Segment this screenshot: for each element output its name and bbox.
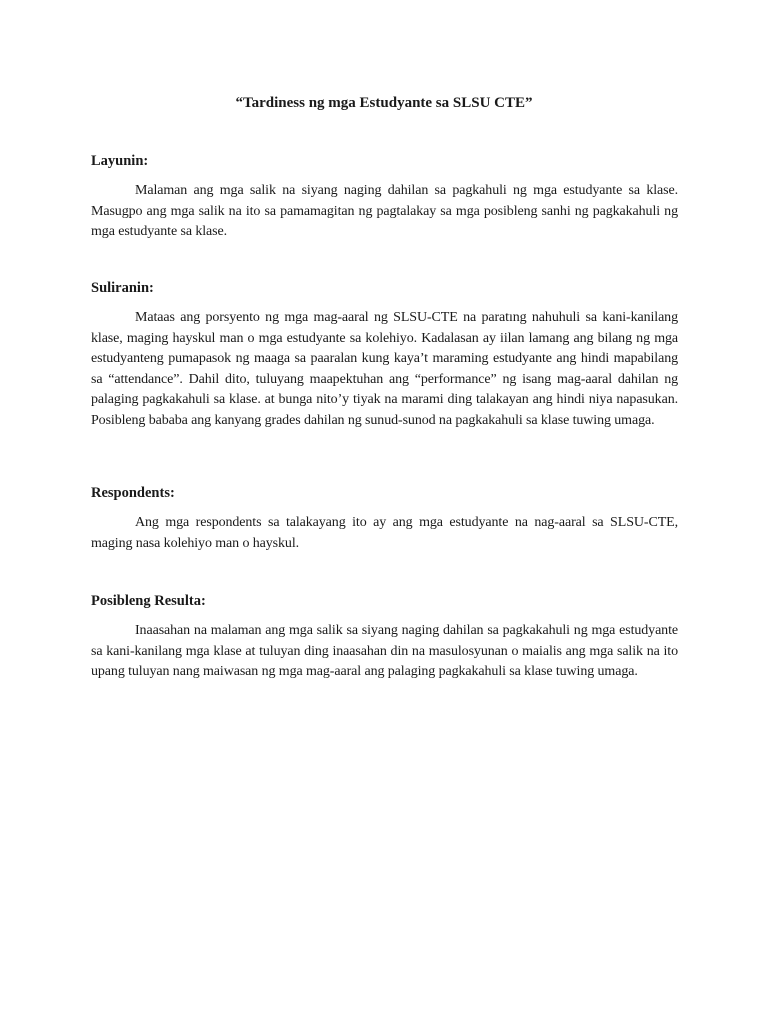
document-title: “Tardiness ng mga Estudyante sa SLSU CTE” bbox=[235, 95, 533, 111]
section-layunin bbox=[91, 151, 678, 243]
section-respondents bbox=[91, 483, 678, 554]
section-body: Mataas ang porsyento ng mga mag-aaral ng SLSU-CTE na paratıng nahuhuli sa kani-kanilang klase, maging hayskul man o mga estudyante sa kolehiyo. Kadalasan ay iilan lamang ang bilang ng mga estudyanteng pumapasok ng maaga sa paaralan kung kaya’t maraming estudyante ang hindi mapabilang sa “attendance”. Dahil dito, tuluyang maapektuhan ang “performance” ng isang mag-aaral dahilan ng palaging pagkakahuli sa klase. at bunga nito’y tiyak na marami ding talakayan ang hindi niya napasukan. Posibleng bababa ang kanyang grades dahilan ng sunud-sunod na pagkakahuli sa klase tuwing umaga. bbox=[91, 310, 678, 428]
section-heading: Respondents: bbox=[91, 485, 175, 501]
section-body: Ang mga respondents sa talakayang ito ay ang mga estudyante na nag-aaral sa SLSU-CTE, maging nasa kolehiyo man o hayskul. bbox=[91, 515, 678, 551]
section-posibleng-resulta bbox=[91, 591, 678, 683]
section-suliranin bbox=[91, 278, 678, 431]
section-body: Malaman ang mga salik na siyang naging dahilan sa pagkahuli ng mga estudyante sa klase. Masugpo ang mga salik na ito sa pamamagitan ng pagtalakay sa mga posibleng sanhi ng pagkakahuli ng mga estudyante sa klase. bbox=[91, 183, 678, 239]
section-heading: Suliranin: bbox=[91, 280, 154, 296]
section-heading: Posibleng Resulta: bbox=[91, 593, 206, 609]
section-heading: Layunin: bbox=[91, 153, 149, 169]
section-body: Inaasahan na malaman ang mga salik sa siyang naging dahilan sa pagkakahuli ng mga estudyante sa kani-kanilang mga klase at tuluyan ding inaasahan din na masulosyunan o maialis ang mga salik na ito upang tuluyan nang maiwasan ng mga mag-aaral ang palaging pagkakahuli sa klase tuwing umaga. bbox=[91, 623, 678, 679]
